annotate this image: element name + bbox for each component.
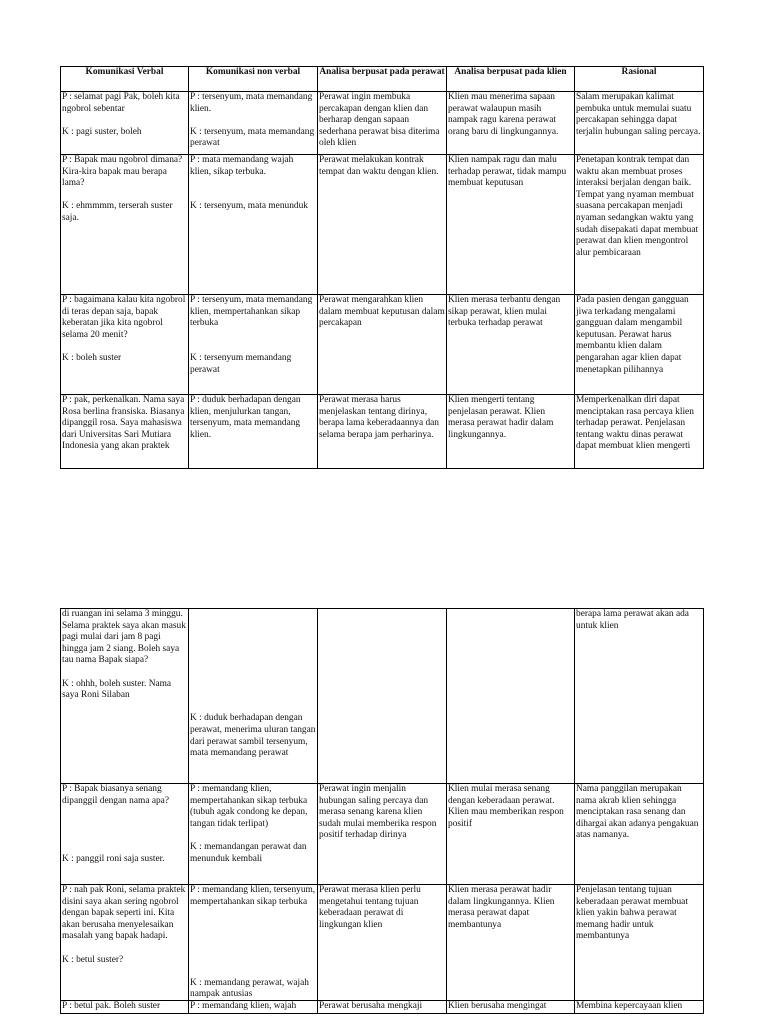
cell-rasional: berapa lama perawat akan ada untuk klien bbox=[576, 609, 692, 631]
cell-verbal: P : Bapak mau ngobrol dimana? Kira-kira bapak mau berapa lama? K : ehmmmm, terserah suster saja. bbox=[62, 155, 183, 223]
cell-analisa-klien: Klien merasa terbantu dengan sikap perawat, klien mulai terbuka terhadap perawat bbox=[448, 295, 563, 329]
cell-verbal: P : betul pak. Boleh suster bbox=[62, 1001, 161, 1011]
cell-rasional: Nama panggilan merupakan nama akrab klien sehingga menciptakan rasa senang dan dihargai akan adanya pengakuan atas namanya. bbox=[576, 784, 701, 841]
table-row bbox=[61, 92, 704, 155]
cell-rasional: Memperkenalkan diri dapat menciptakan rasa percaya klien terhadap perawat. Penjelasan tentang waktu dinas perawat dapat membuat klien mengerti bbox=[576, 395, 697, 452]
cell-non-verbal: P : memandang klien, wajah bbox=[190, 1001, 297, 1011]
cell-verbal: P : bagaimana kalau kita ngobrol di teras depan saja, bapak keberatan jika kita ngobrol selama 20 menit? K : boleh suster bbox=[62, 295, 186, 363]
cell-non-verbal: P : memandang klien, tersenyum, mempertahankan sikap terbuka K : memandang perawat, wajah nampak antusias bbox=[190, 885, 316, 1000]
cell-analisa-perawat: Perawat ingin membuka percakapan dengan klien dan berharap dengan sapaan sederhana perawat bisa diterima oleh klien bbox=[319, 92, 442, 149]
cell-verbal: di ruangan ini selama 3 minggu. Selama praktek saya akan masuk pagi mulai dari jam 8 pagi hingga jam 2 siang. Boleh saya tau nama Bapak siapa? K : ohhh, boleh suster. Nama saya Roni Silaban bbox=[62, 609, 186, 701]
cell-analisa-klien: Klien berusaha mengingat bbox=[448, 1001, 547, 1011]
cell-verbal: P : Bapak biasanya senang dipanggil dengan nama apa? K : panggil roni saja suster. bbox=[62, 784, 169, 864]
cell-verbal: P : pak, perkenalkan. Nama saya Rosa berlina fransiska. Biasanya dipanggil rosa. Saya mahasiswa dari Universitas Sari Mutiara Indonesia yang akan praktek bbox=[62, 395, 187, 452]
cell-analisa-perawat: Perawat mengarahkan klien dalam membuat keputusan dalam percakapan bbox=[319, 295, 448, 329]
cell-rasional: Penetapan kontrak tempat dan waktu akan membuat proses interaksi berjalan dengan baik. Tempat yang nyaman membuat suasana percakapan menjadi nyaman sedangkan waktu yang sudah disepakati dapat membuat perawat dan klien mengontrol alur pembicaraan bbox=[576, 155, 701, 258]
table-row bbox=[61, 155, 704, 295]
communication-table-page-2 bbox=[60, 608, 704, 1014]
cell-rasional: Pada pasien dengan gangguan jiwa terkadang mengalami gangguan dalam mengambil keputusan. Perawat harus membantu klien dalam pengarahan agar klien dapat menetapkan pilihannya bbox=[576, 295, 692, 375]
cell-analisa-perawat: Perawat merasa klien perlu mengetahui tentang tujuan keberadaan perawat di lingkungan klien bbox=[319, 885, 424, 930]
cell-analisa-klien bbox=[448, 609, 573, 783]
cell-rasional: Penjelasan tentang tujuan keberadaan perawat membuat klien yakin bahwa perawat memang hadir untuk membantunya bbox=[576, 885, 691, 942]
cell-rasional: Membina kepercayaan klien bbox=[576, 1001, 683, 1011]
communication-table-page-1 bbox=[60, 66, 704, 469]
cell-analisa-klien: Klien merasa perawat hadir dalam lingkungannya. Klien merasa perawat dapat membantunya bbox=[448, 885, 557, 930]
cell-rasional: Salam merupakan kalimat pembuka untuk memulai suatu percakapan sehingga dapat terjalin hubungan saling percaya. bbox=[576, 92, 701, 137]
cell-analisa-perawat bbox=[319, 609, 445, 783]
cell-non-verbal: P : tersenyum, mata memandang klien. K : tersenyum, mata memandang perawat bbox=[190, 92, 315, 149]
cell-analisa-klien: Klien mengerti tentang penjelasan perawat. Klien merasa perawat hadir dalam lingkungannya. bbox=[448, 395, 556, 440]
table-row bbox=[61, 295, 704, 395]
header-analisa-perawat: Analisa berpusat pada perawat bbox=[318, 67, 447, 92]
header-komunikasi-non-verbal: Komunikasi non verbal bbox=[189, 67, 318, 92]
table-row bbox=[61, 395, 704, 469]
table-row bbox=[61, 1001, 704, 1014]
cell-non-verbal: K : duduk berhadapan dengan perawat, menerima uluran tangan dari perawat sambil tersenyum, mata memandang perawat bbox=[190, 713, 316, 759]
cell-analisa-klien: Klien mulai merasa senang dengan keberadaan perawat. Klien mau memberikan respon positif bbox=[448, 784, 567, 829]
table-row bbox=[61, 784, 704, 885]
cell-verbal: P : nah pak Roni, selama praktek disini saya akan sering ngobrol dengan bapak seperti ini. Kita akan berusaha menyelesaikan masalah yang bapak hadapi. K : betul suster? bbox=[62, 885, 186, 965]
table-header-row bbox=[61, 67, 704, 92]
header-analisa-klien: Analisa berpusat pada klien bbox=[447, 67, 575, 92]
table-row bbox=[61, 885, 704, 1001]
header-rasional: Rasional bbox=[575, 67, 704, 92]
cell-analisa-perawat: Perawat melakukan kontrak tempat dan waktu dengan klien. bbox=[319, 155, 439, 177]
cell-analisa-perawat: Perawat berusaha mengkaji bbox=[319, 1001, 423, 1011]
cell-verbal: P : selamat pagi Pak, boleh kita ngobrol sebentar K : pagi suster, boleh bbox=[62, 92, 180, 137]
cell-non-verbal: P : mata memandang wajah klien, sikap terbuka. K : tersenyum, mata menunduk bbox=[190, 155, 308, 212]
table-row bbox=[61, 609, 704, 784]
cell-analisa-perawat: Perawat merasa harus menjelaskan tentang dirinya, berapa lama keberadaannya dan selama berapa jam perharinya. bbox=[319, 395, 442, 440]
cell-analisa-klien: Klien mau menerima sapaan perawat walaupun masih nampak ragu karena perawat orang baru di lingkungannya. bbox=[448, 92, 559, 137]
header-komunikasi-verbal: Komunikasi Verbal bbox=[61, 67, 189, 92]
cell-analisa-perawat: Perawat ingin menjalin hubungan saling percaya dan merasa senang karena klien sudah mulai memberika respon positif terhadap dirinya bbox=[319, 784, 439, 841]
cell-analisa-klien: Klien nampak ragu dan malu terhadap perawat, tidak mampu membuat keputusan bbox=[448, 155, 569, 189]
cell-non-verbal: P : duduk berhadapan dengan klien, menjulurkan tangan, tersenyum, mata memandang klien. bbox=[190, 395, 303, 440]
cell-non-verbal: P : memandang klien, mempertahankan sikap terbuka (tubuh agak condong ke depan, tangan tidak terlipat) K : memandangan perawat dan menunduk kembali bbox=[190, 784, 308, 864]
cell-non-verbal: P : tersenyum, mata memandang klien, mempertahankan sikap terbuka K : tersenyum memandang perawat bbox=[190, 295, 313, 375]
